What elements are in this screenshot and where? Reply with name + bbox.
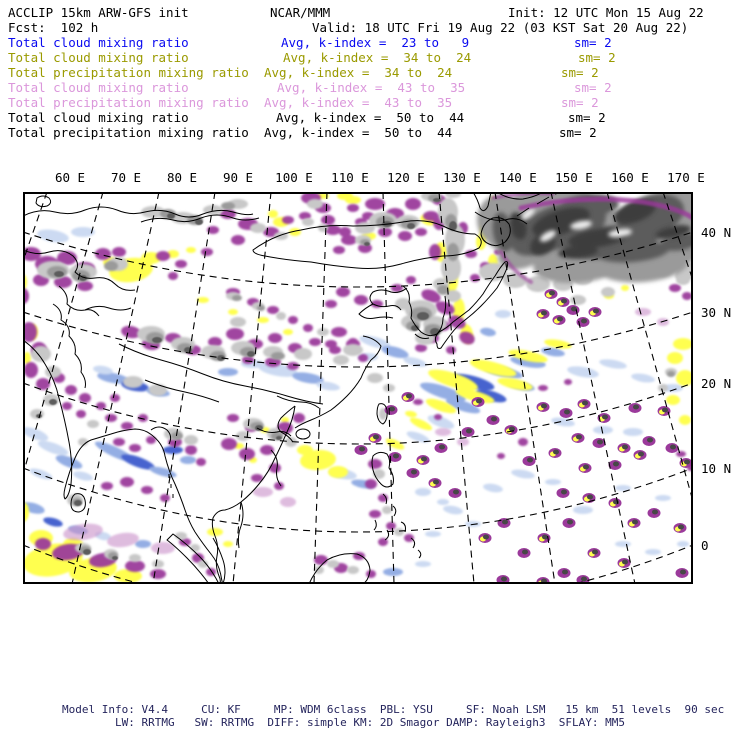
- legend-row-2-kindex: Avg, k-index = 34 to 24: [283, 50, 472, 65]
- cloud-blob: [479, 327, 496, 338]
- convective-cell: [483, 535, 489, 540]
- lon-tick-label: 80 E: [166, 170, 198, 185]
- cloud-blob: [268, 210, 278, 218]
- cloud-blob: [36, 438, 69, 458]
- cloud-blob: [201, 248, 213, 256]
- cloud-blob: [442, 504, 463, 515]
- convective-cell: [557, 317, 563, 322]
- valid-time: Valid: 18 UTC Fri 19 Aug 22 (03 KST Sat 20 Aug 22): [312, 20, 689, 35]
- cloud-blob: [468, 356, 517, 380]
- cloud-blob: [355, 222, 375, 234]
- convective-cell: [587, 495, 593, 500]
- cloud-blob: [152, 337, 162, 343]
- cloud-blob: [129, 444, 141, 452]
- coastline-path: [296, 429, 310, 439]
- cloud-blob: [79, 393, 91, 403]
- legend-row-3-label: Total precipitation mixing ratio: [8, 65, 249, 80]
- cloud-blob: [667, 371, 675, 377]
- cloud-blob: [437, 499, 449, 505]
- cloud-blob: [260, 445, 274, 455]
- cloud-blob: [226, 328, 244, 340]
- cloud-blob: [35, 538, 51, 550]
- lon-tick-label: 90 E: [222, 170, 254, 185]
- cloud-blob: [497, 453, 505, 459]
- cloud-blob: [676, 370, 693, 386]
- cloud-blob: [160, 494, 170, 502]
- legend-row-2-sm: sm= 2: [578, 50, 616, 65]
- cloud-blob: [405, 410, 418, 418]
- legend-row-4-sm: sm= 2: [574, 80, 612, 95]
- convective-cell: [680, 570, 686, 575]
- cloud-blob: [168, 272, 178, 280]
- cloud-blob: [368, 459, 382, 469]
- lon-tick-label: 150 E: [555, 170, 593, 185]
- cloud-blob: [435, 428, 451, 436]
- cloud-blob: [184, 435, 198, 445]
- cloud-blob: [457, 438, 469, 446]
- legend-row-7-label: Total precipitation mixing ratio: [8, 125, 249, 140]
- cloud-blob: [175, 532, 187, 540]
- convective-cell: [476, 399, 482, 404]
- cloud-blob: [101, 482, 113, 490]
- cloud-blob: [365, 198, 385, 210]
- cloud-blob: [407, 223, 415, 229]
- convective-cell: [593, 309, 599, 314]
- cloud-blob: [655, 495, 671, 501]
- cloud-blob: [76, 410, 86, 418]
- legend-row-4-kindex: Avg, k-index = 43 to 35: [277, 80, 466, 95]
- cloud-blob: [221, 202, 235, 210]
- cloud-blob: [269, 463, 281, 473]
- lat-tick-label: 10 N: [701, 461, 732, 476]
- cloud-blob: [105, 414, 117, 422]
- cloud-blob: [163, 446, 183, 454]
- convective-cell: [359, 447, 365, 452]
- cloud-blob: [413, 399, 423, 405]
- cloud-blob: [302, 218, 314, 226]
- cloud-blob: [247, 351, 255, 357]
- convective-cell: [597, 440, 603, 445]
- cloud-blob: [630, 372, 655, 384]
- cloud-blob: [150, 569, 166, 579]
- cloud-blob: [395, 298, 411, 310]
- model-title: ACCLIP 15km ARW-GFS init: [8, 5, 189, 20]
- cloud-blob: [232, 295, 242, 301]
- cloud-blob: [447, 243, 459, 261]
- cloud-blob: [221, 438, 237, 450]
- cloud-blob: [283, 329, 293, 335]
- cloud-blob: [347, 204, 359, 212]
- cloud-blob: [333, 355, 349, 365]
- cloud-blob: [677, 541, 689, 547]
- cloud-blob: [42, 516, 63, 529]
- cloud-blob: [30, 409, 44, 419]
- cloud-blob: [77, 281, 93, 291]
- cloud-blob: [570, 295, 586, 305]
- cloud-blob: [287, 362, 299, 370]
- cloud-blob: [482, 482, 503, 493]
- cloud-blob: [545, 479, 561, 485]
- legend-row-4-label: Total cloud mixing ratio: [8, 80, 189, 95]
- convective-cell: [582, 401, 588, 406]
- lon-tick-label: 170 E: [667, 170, 705, 185]
- convective-cell: [466, 429, 472, 434]
- cloud-blob: [538, 385, 548, 391]
- cloud-blob: [417, 312, 429, 320]
- legend-row-5-kindex: Avg, k-index = 43 to 35: [264, 95, 453, 110]
- convective-cell: [501, 577, 507, 582]
- lon-tick-label: 160 E: [611, 170, 649, 185]
- cloud-blob: [404, 534, 414, 542]
- legend-row-2-label: Total cloud mixing ratio: [8, 50, 189, 65]
- cloud-blob: [257, 305, 265, 311]
- legend-row-6-kindex: Avg, k-index = 50 to 44: [276, 110, 465, 125]
- convective-cell: [684, 460, 690, 465]
- cloud-blob: [196, 458, 206, 466]
- legend-row-1-label: Total cloud mixing ratio: [8, 35, 189, 50]
- cloud-blob: [318, 224, 328, 232]
- cloud-blob: [367, 373, 383, 383]
- cloud-blob: [667, 352, 683, 364]
- convective-cell: [652, 510, 658, 515]
- cloud-blob: [250, 223, 266, 233]
- center-title: NCAR/MMM: [270, 5, 331, 20]
- lon-tick-label: 140 E: [499, 170, 537, 185]
- convective-cell: [561, 490, 567, 495]
- cloud-blob: [573, 506, 593, 514]
- cloud-blob: [268, 333, 282, 343]
- convective-cell: [433, 480, 439, 485]
- cloud-blob: [365, 479, 377, 489]
- convective-cell: [373, 435, 379, 440]
- cloud-blob: [175, 260, 187, 268]
- convective-cell: [647, 438, 653, 443]
- cloud-blob: [288, 316, 298, 324]
- convective-cell: [613, 462, 619, 467]
- cloud-blob: [364, 242, 370, 246]
- convective-cell: [502, 520, 508, 525]
- cloud-blob: [669, 284, 681, 292]
- cloud-blob: [386, 522, 396, 530]
- cloud-blob: [54, 453, 84, 472]
- cloud-blob: [406, 276, 416, 284]
- cloud-blob: [457, 329, 477, 347]
- lon-tick-label: 70 E: [110, 170, 142, 185]
- convective-cell: [527, 458, 533, 463]
- cloud-blob: [679, 415, 691, 425]
- fcst-hour: Fcst: 102 h: [8, 20, 99, 35]
- cloud-blob: [271, 352, 285, 360]
- cloud-blob: [405, 198, 421, 210]
- cloud-blob: [394, 528, 404, 536]
- cloud-blob: [180, 456, 196, 464]
- convective-cell: [567, 520, 573, 525]
- coastline-path: [36, 196, 51, 207]
- cloud-blob: [550, 416, 575, 428]
- cloud-blob: [518, 438, 528, 446]
- lat-tick-label: 20 N: [701, 376, 732, 391]
- cloud-blob: [36, 227, 70, 244]
- cloud-blob: [190, 544, 200, 552]
- cloud-blob: [615, 541, 631, 547]
- cloud-blob: [87, 420, 99, 428]
- cloud-blob: [347, 566, 359, 574]
- cloud-blob: [307, 199, 323, 209]
- convective-cell: [541, 404, 547, 409]
- cloud-blob: [276, 436, 282, 440]
- graticule-line: [23, 383, 693, 444]
- convective-cell: [592, 550, 598, 555]
- cloud-blob: [113, 438, 125, 446]
- convective-cell: [638, 452, 644, 457]
- weather-map-canvas: [23, 192, 693, 584]
- cloud-blob: [331, 327, 347, 337]
- cloud-blob: [673, 338, 693, 350]
- convective-cell: [553, 450, 559, 455]
- cloud-blob: [228, 309, 238, 315]
- coastline-path: [85, 306, 131, 310]
- cloud-blob: [325, 300, 337, 308]
- cloud-blob: [383, 568, 403, 576]
- convective-cell: [576, 435, 582, 440]
- convective-cell: [581, 319, 587, 324]
- cloud-blob: [267, 306, 279, 314]
- cloud-blob: [83, 549, 91, 555]
- legend-row-6-sm: sm= 2: [568, 110, 606, 125]
- cloud-blob: [223, 541, 233, 547]
- cloud-blob: [206, 568, 216, 576]
- cloud-blob: [566, 364, 599, 379]
- cloud-blob: [239, 448, 255, 460]
- cloud-blob: [325, 340, 337, 348]
- convective-cell: [678, 525, 684, 530]
- cloud-blob: [333, 246, 345, 254]
- cloud-blob: [384, 436, 406, 452]
- weather-map: [23, 192, 693, 584]
- cloud-blob: [120, 477, 134, 487]
- cloud-blob: [72, 470, 93, 483]
- legend-row-7-kindex: Avg, k-index = 50 to 44: [264, 125, 453, 140]
- graticule-line: [23, 312, 693, 367]
- convective-cell: [562, 570, 568, 575]
- cloud-blob: [341, 235, 357, 245]
- convective-cell: [393, 454, 399, 459]
- cloud-blob: [149, 384, 167, 396]
- cloud-blob: [231, 235, 245, 245]
- legend-row-7-sm: sm= 2: [559, 125, 597, 140]
- lon-tick-label: 60 E: [54, 170, 86, 185]
- cloud-blob: [601, 287, 615, 297]
- convective-cell: [632, 520, 638, 525]
- cloud-blob: [106, 531, 140, 549]
- cloud-blob: [156, 251, 170, 261]
- legend-row-1-kindex: Avg, k-index = 23 to 9: [281, 35, 470, 50]
- convective-cell: [542, 535, 548, 540]
- cloud-blob: [343, 344, 363, 356]
- convective-cell: [421, 457, 427, 462]
- cloud-blob: [434, 414, 442, 420]
- cloud-blob: [24, 362, 38, 378]
- cloud-blob: [382, 506, 392, 514]
- legend-row-5-label: Total precipitation mixing ratio: [8, 95, 249, 110]
- cloud-blob: [666, 395, 680, 405]
- coastline-path: [59, 286, 99, 316]
- cloud-blob: [415, 344, 427, 352]
- convective-cell: [583, 465, 589, 470]
- convective-cell: [602, 415, 608, 420]
- cloud-blob: [564, 379, 572, 385]
- cloud-blob: [280, 497, 296, 507]
- cloud-blob: [112, 556, 118, 560]
- convective-cell: [411, 470, 417, 475]
- cloud-blob: [227, 414, 239, 422]
- cloud-blob: [657, 318, 669, 326]
- cloud-blob: [495, 310, 511, 318]
- cloud-blob: [65, 385, 77, 395]
- cloud-blob: [676, 275, 690, 285]
- legend-row-6-label: Total cloud mixing ratio: [8, 110, 189, 125]
- lon-tick-label: 130 E: [443, 170, 481, 185]
- cloud-blob: [185, 445, 197, 455]
- convective-cell: [522, 550, 528, 555]
- cloud-blob: [253, 487, 273, 497]
- cloud-blob: [369, 510, 381, 518]
- legend-row-1-sm: sm= 2: [574, 35, 612, 50]
- convective-cell: [541, 311, 547, 316]
- cloud-blob: [425, 531, 441, 537]
- cloud-blob: [31, 346, 51, 362]
- cloud-blob: [129, 554, 141, 562]
- cloud-blob: [354, 295, 368, 305]
- cloud-blob: [415, 228, 427, 236]
- convective-cell: [491, 417, 497, 422]
- lat-tick-label: 30 N: [701, 305, 732, 320]
- cloud-blob: [398, 231, 412, 241]
- cloud-blob: [28, 466, 53, 482]
- convective-cell: [581, 577, 587, 582]
- lon-tick-label: 100 E: [275, 170, 313, 185]
- cloud-blob: [282, 216, 294, 224]
- convective-cell: [564, 410, 570, 415]
- cloud-blob: [218, 368, 238, 376]
- cloud-blob: [623, 428, 643, 436]
- cloud-blob: [110, 394, 120, 402]
- cloud-blob: [645, 549, 661, 555]
- convective-cell: [561, 299, 567, 304]
- cloud-blob: [152, 560, 164, 568]
- cloud-blob: [635, 308, 651, 316]
- cloud-blob: [230, 317, 246, 327]
- cloud-blob: [121, 422, 133, 430]
- legend-row-3-kindex: Avg, k-index = 34 to 24: [264, 65, 453, 80]
- convective-cell: [633, 405, 639, 410]
- cloud-blob: [62, 402, 72, 410]
- cloud-blob: [446, 346, 456, 354]
- cloud-blob: [123, 376, 143, 388]
- cloud-blob: [415, 488, 431, 496]
- cloud-blob: [358, 354, 368, 362]
- cloud-blob: [197, 297, 209, 303]
- cloud-blob: [510, 468, 535, 480]
- cloud-blob: [328, 466, 348, 478]
- convective-cell: [406, 394, 412, 399]
- model-info-line-2: LW: RRTMG SW: RRTMG DIFF: simple KM: 2D Smagor DAMP: Rayleigh3 SFLAY: MM5: [115, 716, 625, 729]
- cloud-blob: [104, 261, 118, 271]
- convective-cell: [670, 445, 676, 450]
- cloud-blob: [378, 227, 392, 237]
- cloud-blob: [242, 356, 254, 364]
- convective-cell: [453, 490, 459, 495]
- coastline-path: [374, 494, 421, 558]
- cloud-blob: [49, 399, 57, 405]
- cloud-blob: [366, 570, 376, 578]
- cloud-blob: [658, 384, 668, 392]
- cloud-blob: [676, 451, 686, 457]
- cloud-blob: [276, 312, 286, 320]
- legend-row-5-sm: sm= 2: [561, 95, 599, 110]
- convective-cell: [549, 291, 555, 296]
- lat-tick-label: 0: [701, 538, 709, 553]
- cloud-blob: [309, 338, 321, 346]
- cloud-blob: [353, 552, 365, 560]
- legend-row-3-sm: sm= 2: [561, 65, 599, 80]
- lat-tick-label: 40 N: [701, 225, 732, 240]
- cloud-blob: [141, 486, 153, 494]
- model-info-line-1: Model Info: V4.4 CU: KF MP: WDM 6class PBL: YSU SF: Noah LSM 15 km 51 levels 90 sec: [62, 703, 725, 716]
- convective-cell: [389, 407, 395, 412]
- cloud-blob: [327, 560, 339, 568]
- cloud-blob: [54, 271, 64, 277]
- cloud-blob: [112, 247, 126, 257]
- cloud-blob: [297, 445, 313, 455]
- cloud-blob: [293, 413, 305, 423]
- cloud-blob: [415, 561, 431, 567]
- cloud-blob: [314, 555, 328, 565]
- convective-cell: [662, 408, 668, 413]
- cloud-blob: [294, 348, 312, 360]
- graticule-line: [233, 192, 271, 584]
- init-time: Init: 12 UTC Mon 15 Aug 22: [508, 5, 704, 20]
- cloud-blob: [186, 247, 196, 253]
- lon-tick-label: 110 E: [331, 170, 369, 185]
- cloud-blob: [621, 285, 629, 291]
- cloud-blob: [303, 324, 313, 332]
- convective-cell: [622, 560, 628, 565]
- cloud-blob: [74, 500, 82, 506]
- cloud-blob: [682, 292, 692, 300]
- cloud-blob: [321, 215, 335, 225]
- convective-cell: [439, 445, 445, 450]
- cloud-blob: [336, 287, 350, 297]
- cloud-blob: [599, 358, 628, 371]
- convective-cell: [622, 445, 628, 450]
- lon-tick-label: 120 E: [387, 170, 425, 185]
